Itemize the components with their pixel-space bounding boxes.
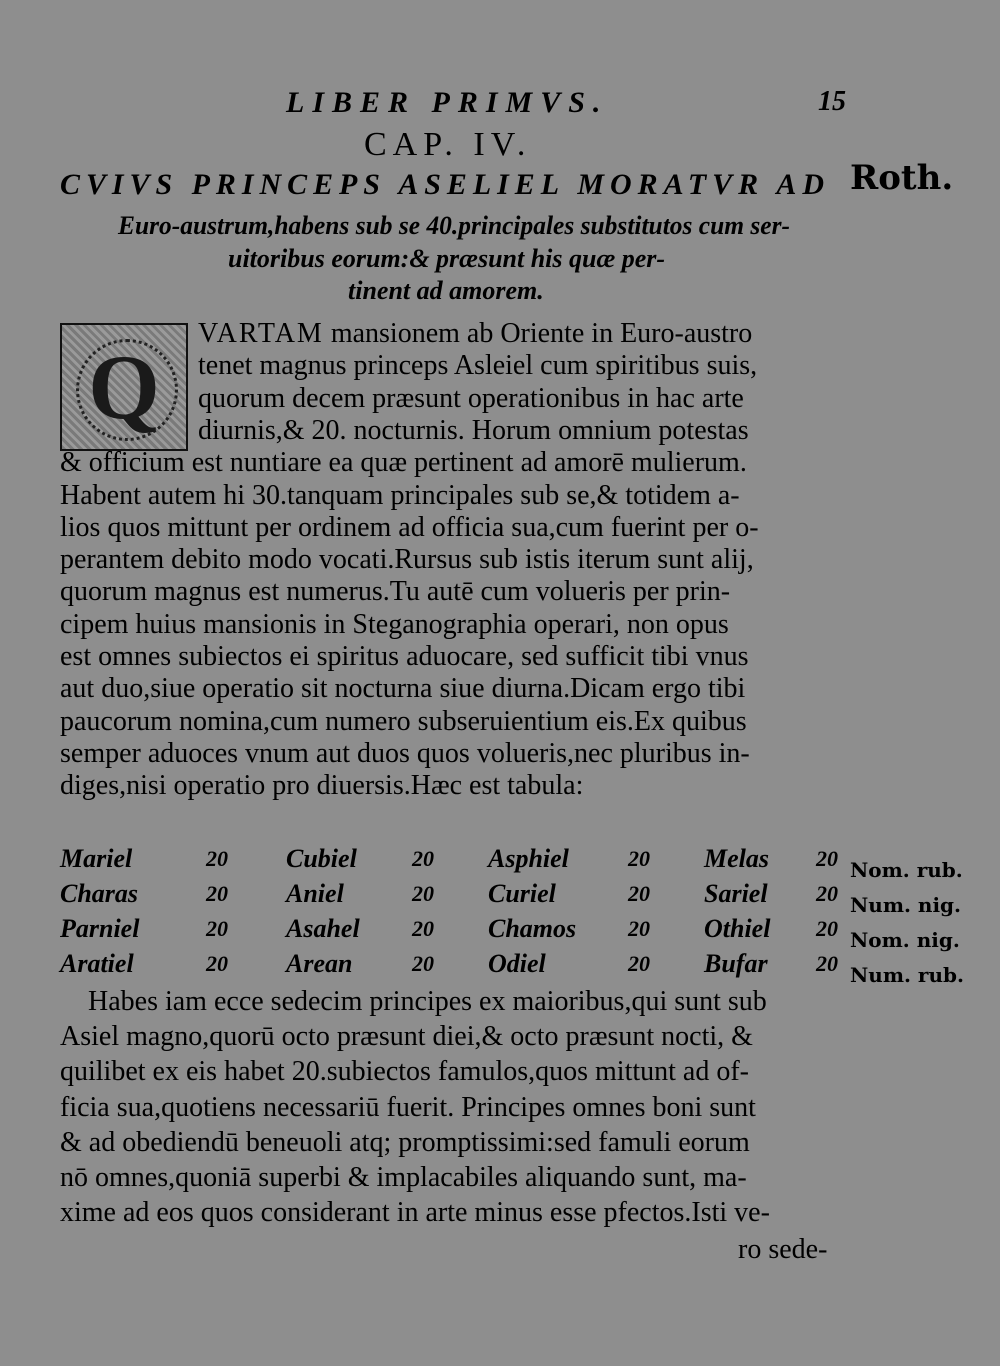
spirit-number: 20: [206, 846, 228, 871]
spirit-number: 20: [412, 881, 434, 906]
line-text: paucorum nomina,cum numero subseruientium eis.Ex quibus: [60, 705, 747, 737]
line-text: semper aduoces vnum aut duos quos volueris,nec pluribus in-: [60, 737, 750, 769]
spirit-name: Arean: [286, 949, 353, 978]
text-line: [198, 318, 752, 350]
text-line: Asiel magno,quorū octo præsunt diei,& octo præsunt nocti, &: [60, 1021, 753, 1053]
spirit-number: 20: [628, 916, 650, 941]
spirit-name: Asphiel: [488, 844, 569, 873]
line-text: Habent autem hi 30.tanquam principales sub se,& totidem a-: [60, 479, 740, 511]
spirit-number: 20: [628, 881, 650, 906]
row-side-label: Nom. nig.: [850, 928, 960, 952]
running-title: LIBER PRIMVS.: [286, 86, 609, 119]
line-text: quorum magnus est numerus.Tu autē cum volueris per prin-: [60, 576, 731, 608]
chapter-heading-line-2: Euro-austrum,habens sub se 40.principales substitutos cum ser-: [118, 211, 790, 240]
spirit-number: 20: [628, 951, 650, 976]
text-line: Habes iam ecce sedecim principes ex maioribus,qui sunt sub: [88, 986, 767, 1017]
text-line: [60, 544, 754, 576]
text-line: quilibet ex eis habet 20.subiectos famulos,quos mittunt ad of-: [60, 1056, 749, 1088]
spirit-name: Othiel: [704, 914, 771, 943]
catchword: ro sede-: [738, 1234, 828, 1265]
spirit-name: Chamos: [488, 914, 577, 943]
line-text: mansionem ab Oriente in Euro-austro: [323, 318, 753, 349]
spirit-name: Bufar: [704, 949, 768, 978]
margin-note: Roth.: [850, 158, 954, 198]
initial-letter: Q: [88, 336, 160, 438]
text-line: [60, 641, 748, 673]
text-line: [60, 609, 729, 641]
spirit-name: Mariel: [60, 844, 133, 873]
chapter-heading-line-4: tinent ad amorem.: [348, 276, 544, 305]
spirit-number: 20: [412, 951, 434, 976]
spirit-name: Aniel: [286, 879, 344, 908]
spirit-number: 20: [206, 916, 228, 941]
line-text: cipem huius mansionis in Steganographia operari, non opus: [60, 608, 729, 640]
line-text: aut duo,siue operatio sit nocturna siue diurna.Dicam ergo tibi: [60, 673, 746, 705]
page-number: 15: [818, 86, 846, 117]
text-line: [60, 673, 745, 705]
text-line: [60, 706, 747, 738]
line-text: diurnis,& 20. nocturnis. Horum omnium potestas: [198, 414, 749, 446]
spirit-number: 20: [628, 846, 650, 871]
spirit-number: 20: [816, 846, 838, 871]
spirit-number: 20: [206, 881, 228, 906]
spirit-number: 20: [816, 916, 838, 941]
row-side-label: Nom. rub.: [850, 858, 963, 882]
text-line: [198, 415, 749, 447]
lead-word: VARTAM: [198, 318, 324, 349]
text-line: [60, 738, 750, 770]
text-line: xime ad eos quos considerant in arte minus esse pfectos.Isti ve-: [60, 1197, 770, 1229]
spirit-name: Odiel: [488, 949, 546, 978]
spirit-number: 20: [816, 881, 838, 906]
spirit-number: 20: [816, 951, 838, 976]
table-row: [60, 844, 850, 878]
line-text: & officium est nuntiare ea quæ pertinent ad amorē mulierum.: [60, 447, 747, 479]
line-text: quorum decem præsunt operationibus in hac arte: [198, 382, 744, 414]
row-side-label: Num. nig.: [850, 893, 961, 917]
text-line: [60, 480, 740, 512]
spirit-name: Parniel: [60, 914, 140, 943]
text-line: [60, 447, 747, 479]
text-line: [198, 350, 757, 382]
table-row: [60, 949, 850, 983]
text-line: ficia sua,quotiens necessariū fuerit. Principes omnes boni sunt: [60, 1091, 756, 1123]
spirit-name: Asahel: [286, 914, 360, 943]
chapter-heading-line-3: uitoribus eorum:& præsunt his quæ per-: [228, 244, 666, 273]
line-text: est omnes subiectos ei spiritus aduocare, sed sufficit tibi vnus: [60, 641, 749, 672]
line-text: tenet magnus princeps Asleiel cum spiritibus suis,: [198, 350, 758, 382]
chapter-heading-line-1: CVIVS PRINCEPS ASELIEL MORATVR AD: [60, 168, 830, 201]
text-line: [60, 512, 759, 544]
row-side-label: Num. rub.: [850, 963, 964, 987]
text-line: nō omnes,quoniā superbi & implacabiles aliquando sunt, ma-: [60, 1162, 747, 1193]
spirit-name: Cubiel: [286, 844, 357, 873]
line-text: lios quos mittunt per ordinem ad officia sua,cum fuerint per o-: [60, 511, 759, 543]
decorated-initial: [60, 323, 188, 451]
chapter-title: CAP. IV.: [364, 126, 532, 163]
spirit-name: Charas: [60, 879, 139, 908]
line-text: perantem debito modo vocati.Rursus sub istis iterum sunt alij,: [60, 544, 754, 576]
spirit-name: Melas: [704, 844, 769, 873]
spirit-number: 20: [412, 846, 434, 871]
table-row: [60, 914, 850, 948]
spirit-number: 20: [412, 916, 434, 941]
line-text: diges,nisi operatio pro diuersis.Hæc est tabula:: [60, 770, 584, 802]
spirit-name: Aratiel: [60, 949, 134, 978]
spirit-name: Curiel: [488, 879, 556, 908]
text-line: [198, 383, 744, 415]
text-line: [60, 770, 583, 802]
spirit-name: Sariel: [704, 879, 768, 908]
text-line: [60, 576, 730, 608]
table-row: [60, 879, 850, 913]
spirit-number: 20: [206, 951, 228, 976]
text-line: & ad obediendū beneuoli atq; promptissimi:sed famuli eorum: [60, 1126, 750, 1158]
